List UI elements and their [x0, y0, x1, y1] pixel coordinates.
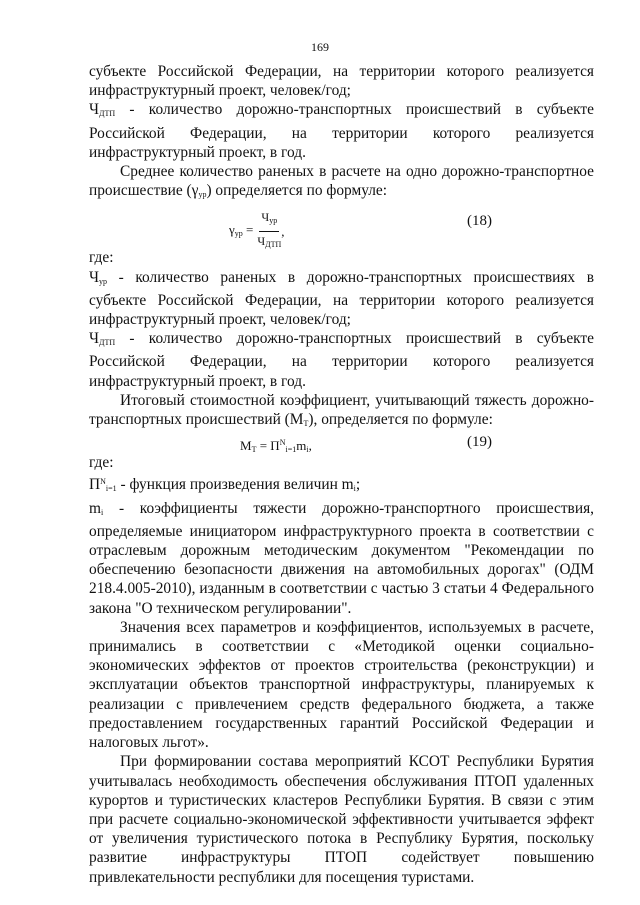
- symbol-ch: Ч: [89, 268, 100, 286]
- symbol-sub: ур: [99, 276, 108, 286]
- definition-mi: [89, 499, 594, 618]
- formula-numerator-sub: ур: [269, 216, 278, 226]
- formula-number-19: (19): [467, 434, 492, 451]
- definition-product: [89, 472, 594, 498]
- paragraph-average-injured: [89, 162, 594, 204]
- symbol-pi: П: [89, 476, 101, 494]
- paragraph-text-end: ) определяется по формуле:: [206, 182, 388, 200]
- formula-product: = П: [256, 438, 280, 454]
- formula-19: [89, 433, 594, 453]
- formula-comma: ,: [308, 438, 312, 454]
- symbol-pi-sub: i=1: [105, 484, 117, 494]
- symbol-ch: Ч: [89, 101, 100, 119]
- symbol-ch: Ч: [89, 330, 100, 348]
- formula-denominator: Ч: [257, 233, 266, 248]
- definition-dtp-2: [89, 329, 594, 391]
- formula-18-expression: [229, 208, 285, 253]
- where-label: где:: [89, 249, 114, 267]
- paragraph-cost-coefficient: [89, 391, 594, 433]
- symbol-sub: i: [353, 484, 356, 494]
- formula-18: [89, 204, 594, 248]
- symbol-m: m: [89, 499, 101, 517]
- formula-comma: ,: [281, 223, 285, 239]
- formula-numerator: Ч: [261, 210, 270, 225]
- formula-equals: =: [246, 221, 254, 237]
- paragraph-continuation: субъекте Российской Федерации, на территории которого реализуется инфраструктурный проект, человек/год;: [89, 63, 594, 100]
- symbol-sub: i: [100, 507, 104, 517]
- definition-text: - количество дорожно-транспортных происшествий в субъекте Российской Федерации, на территории которого реализуется инфраструктурный проект, в год.: [89, 330, 594, 390]
- symbol-sub: ДТП: [99, 338, 116, 348]
- formula-lhs-sub: ур: [234, 228, 243, 238]
- formula-m-sub: i: [306, 445, 309, 455]
- formula-fraction: [257, 208, 281, 253]
- document-body: [89, 62, 594, 887]
- formula-product-sub: i=1: [285, 445, 297, 455]
- definition-dtp: [89, 100, 594, 162]
- formula-number-18: (18): [467, 213, 492, 230]
- definition-text: - коэффициенты тяжести дорожно-транспортного происшествия, определяемые инициатором инфраструктурного проекта в соответствии с отраслевым дорожным методическим документом "Рекомендации по обеспечению безопасности движения на автомобильных дорогах" (ОДМ 218.4.005-2010), изданным в соответствии с частью 3 статьи 4 Федерального закона "О техническом регулировании".: [89, 499, 594, 617]
- definition-text: - количество дорожно-транспортных происшествий в субъекте Российской Федерации, на территории которого реализуется инфраструктурный проект, в год.: [89, 101, 594, 161]
- definition-text: - количество раненых в дорожно-транспортных происшествиях в субъекте Российской Федерации, на территории которого реализуется инфраструктурный проект, человек/год;: [89, 268, 594, 329]
- formula-lhs: М: [240, 438, 252, 454]
- symbol-sub: ДТП: [99, 109, 116, 119]
- symbol-pi-sup: N: [100, 477, 106, 487]
- paragraph-text-end: ), определяется по формуле:: [308, 411, 493, 429]
- formula-m: m: [296, 438, 307, 454]
- formula-lhs-sub: Т: [251, 445, 257, 455]
- page-number: 169: [311, 40, 329, 54]
- formula-19-expression: [240, 433, 312, 459]
- symbol-sub: ур: [198, 190, 207, 200]
- where-label-2: где:: [89, 454, 114, 472]
- definition-end: ;: [355, 476, 361, 494]
- paragraph-methodology: Значения всех параметров и коэффициентов, используемых в расчете, принимались в соответствии с «Методикой оценки социально-экономических эффектов от проектов строительства (реконструкции) и эксплуатации объектов транспортной инфраструктуры, планируемых к реализации с привлечением средств федерального бюджета, а также предоставлением государственных гарантий Российской Федерации и налоговых льгот».: [89, 618, 594, 752]
- formula-denominator-sub: ДТП: [265, 239, 282, 249]
- formula-product-sup: N: [279, 438, 286, 448]
- formula-lhs: γ: [229, 221, 235, 237]
- symbol-gamma: γ: [191, 182, 199, 200]
- paragraph-buryatia: При формировании состава мероприятий КСОТ Республики Бурятия учитывалась необходимость обеспечения обслуживания ПТОП удаленных курортов и туристических кластеров Республики Бурятия. В связи с этим при расчете социально-экономической эффективности учитывается эффект от увеличения туристического потока в Республику Бурятия, поскольку развитие инфраструктуры ПТОП содействует повышению привлекательности республики для посещения туристами.: [89, 753, 594, 886]
- paragraph-text: Итоговый стоимостной коэффициент, учитывающий тяжесть дорожно-транспортных происшествий (М: [89, 391, 594, 429]
- symbol-sub: Т: [303, 419, 309, 429]
- paragraph-text: Среднее количество раненых в расчете на одно дорожно-транспортное происшествие (: [89, 163, 594, 200]
- definition-injured: [89, 268, 594, 330]
- definition-text: - функция произведения величин m: [116, 476, 354, 494]
